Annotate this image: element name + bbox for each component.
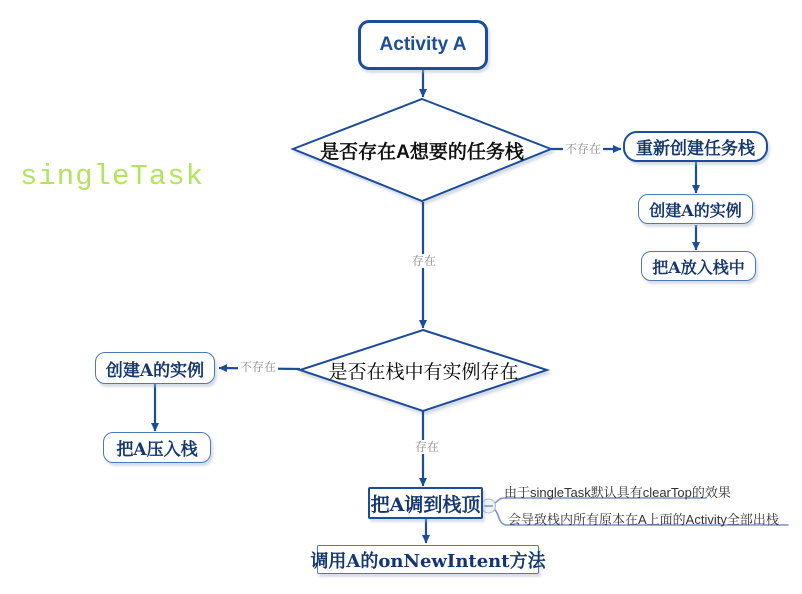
node-create-instance-right[interactable]: 创建A的实例 (638, 194, 753, 224)
edge-label-not-exist-left: 不存在 (240, 360, 277, 374)
watermark-label: singleTask (20, 160, 205, 193)
node-decision-instance-exists[interactable]: 是否在栈中有实例存在 (328, 361, 519, 383)
node-call-onnewintent[interactable]: 调用A的onNewIntent方法 (317, 545, 539, 574)
node-create-instance-left[interactable]: 创建A的实例 (95, 352, 215, 384)
node-activity-a[interactable]: Activity A (358, 20, 488, 70)
node-bring-a-to-top[interactable]: 把A调到栈顶 (368, 487, 483, 519)
edge-label-exist-middle: 存在 (412, 254, 437, 268)
note-line-2: 会导致栈内所有原本在A上面的Activity全部出栈 (508, 512, 779, 527)
edge-label-not-exist-right: 不存在 (565, 142, 602, 156)
edge-label-exist-bottom: 存在 (415, 440, 440, 454)
node-recreate-task-stack[interactable]: 重新创建任务栈 (623, 131, 768, 162)
note-line-1: 由于singleTask默认具有clearTop的效果 (504, 485, 731, 500)
collapse-icon[interactable] (482, 499, 496, 513)
node-push-a-into-stack[interactable]: 把A压入栈 (103, 432, 211, 463)
node-put-a-in-stack[interactable]: 把A放入栈中 (641, 251, 756, 281)
node-decision-task-stack[interactable]: 是否存在A想要的任务栈 (320, 142, 524, 163)
